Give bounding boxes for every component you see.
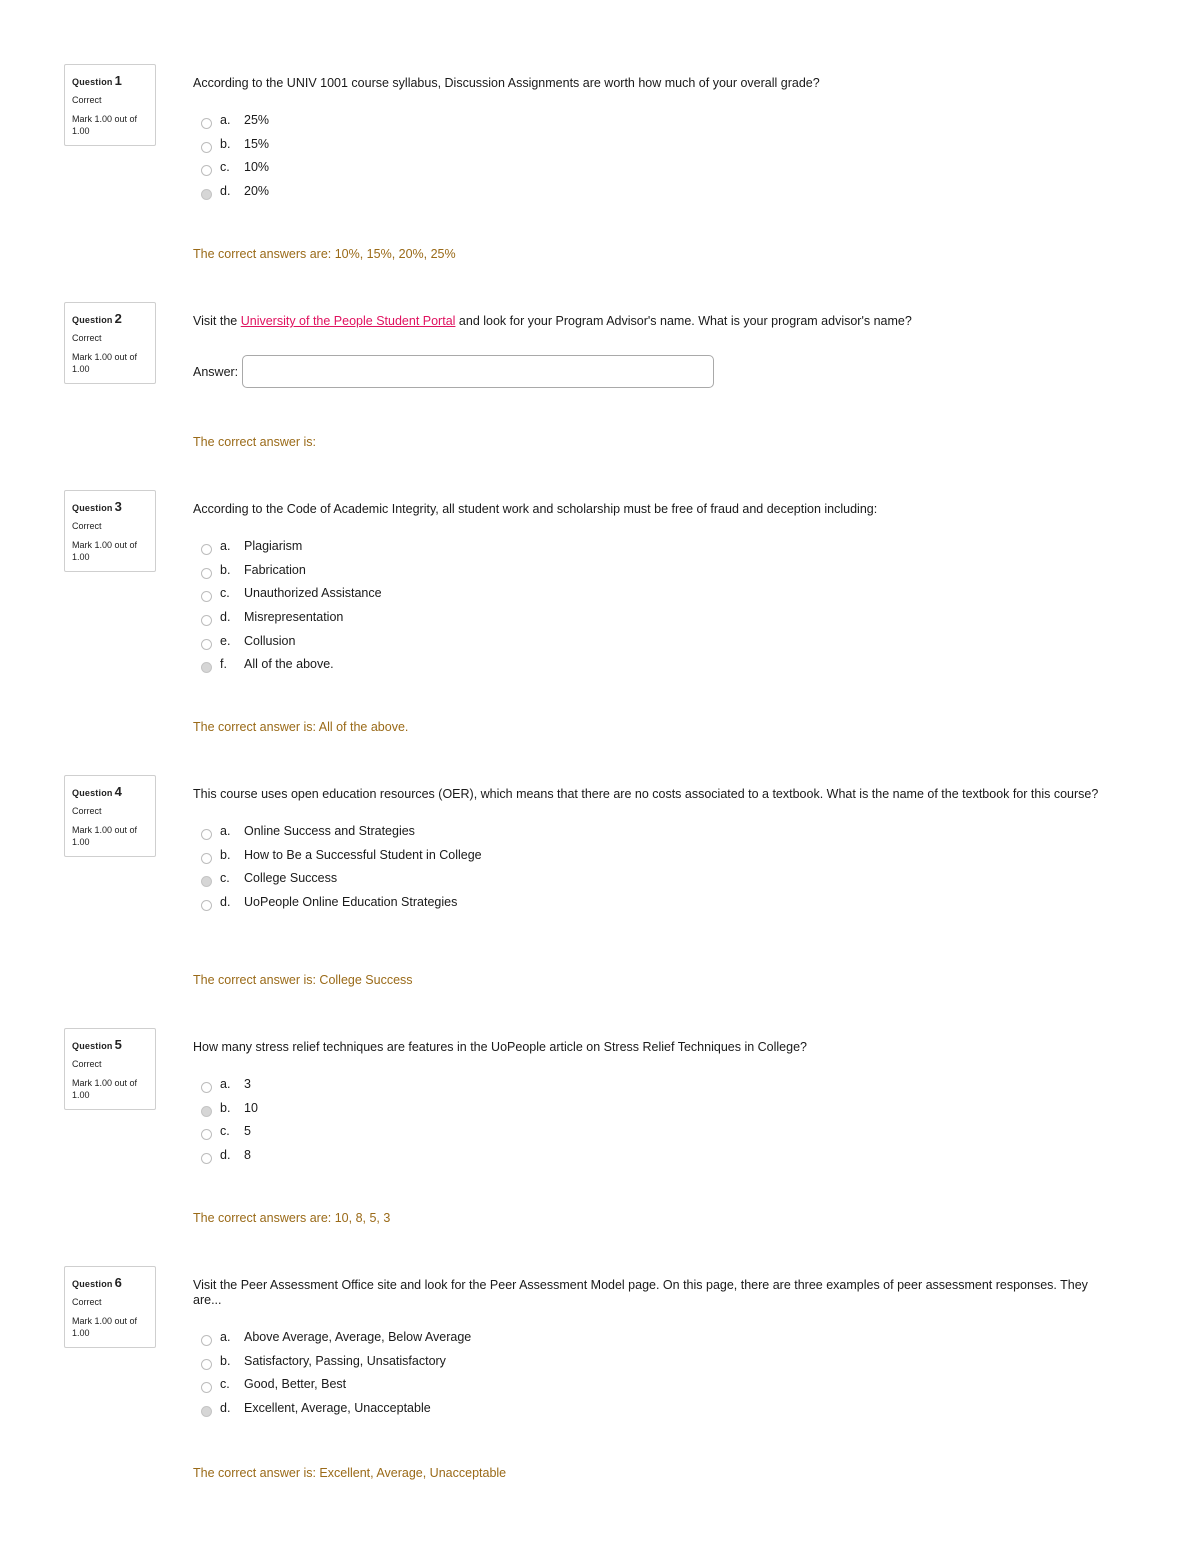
answer-option[interactable]: e. Collusion (193, 634, 1111, 658)
question-state: Correct (72, 1059, 102, 1069)
answer-option[interactable]: d. Excellent, Average, Unacceptable (193, 1401, 1111, 1425)
question-text: Visit the Peer Assessment Office site and look for the Peer Assessment Model page. On this page, there are three examples of peer assessment responses. They are... (193, 1278, 1088, 1307)
answer-option[interactable]: b. How to Be a Successful Student in College (193, 848, 1111, 872)
question-text: According to the Code of Academic Integrity, all student work and scholarship must be free of fraud and deception including: (193, 502, 878, 516)
question-grade: Mark 1.00 out of 1.00 (72, 114, 138, 136)
answer-option[interactable]: b. 15% (193, 137, 1111, 161)
radio-button[interactable] (201, 1129, 212, 1140)
question-grade: Mark 1.00 out of 1.00 (72, 352, 138, 374)
question-grade: Mark 1.00 out of 1.00 (72, 825, 138, 847)
answer-option[interactable]: d. UoPeople Online Education Strategies (193, 895, 1111, 919)
radio-button[interactable] (201, 591, 212, 602)
answer-option[interactable]: b. Fabrication (193, 563, 1111, 587)
answer-option[interactable]: d. 8 (193, 1148, 1111, 1172)
answer-option[interactable]: a. Above Average, Average, Below Average (193, 1330, 1111, 1354)
answer-option[interactable]: c. College Success (193, 871, 1111, 895)
answer-input[interactable] (242, 355, 714, 388)
answer-option[interactable]: d. 20% (193, 184, 1111, 208)
answer-options (193, 1330, 1111, 1425)
radio-button-selected[interactable] (201, 1406, 212, 1417)
question-grade: Mark 1.00 out of 1.00 (72, 540, 138, 562)
radio-button[interactable] (201, 1153, 212, 1164)
answer-option[interactable]: c. 10% (193, 160, 1111, 184)
question-state: Correct (72, 806, 102, 816)
radio-button[interactable] (201, 1359, 212, 1370)
radio-button[interactable] (201, 118, 212, 129)
question-text: How many stress relief techniques are features in the UoPeople article on Stress Relief Techniques in College? (193, 1040, 807, 1054)
answer-option[interactable]: b. 10 (193, 1101, 1111, 1125)
question-state: Correct (72, 1297, 102, 1307)
question-number: Question 3 (72, 499, 123, 514)
question-info (64, 64, 156, 146)
answer-option[interactable]: f. All of the above. (193, 657, 1111, 681)
correct-answer-feedback: The correct answer is: Excellent, Average, Unacceptable (193, 1466, 507, 1480)
radio-button[interactable] (201, 142, 212, 153)
question-number: Question 5 (72, 1037, 123, 1052)
radio-button-selected[interactable] (201, 1106, 212, 1117)
question-number: Question 6 (72, 1275, 123, 1290)
correct-answer-feedback: The correct answer is: (193, 435, 316, 449)
correct-answer-feedback: The correct answers are: 10, 8, 5, 3 (193, 1211, 391, 1225)
question-state: Correct (72, 333, 102, 343)
radio-button-selected[interactable] (201, 662, 212, 673)
radio-button[interactable] (201, 639, 212, 650)
question-number: Question 1 (72, 73, 123, 88)
answer-options (193, 113, 1111, 208)
answer-row (193, 355, 1111, 388)
radio-button[interactable] (201, 853, 212, 864)
answer-option[interactable]: a. 25% (193, 113, 1111, 137)
question-text: Visit the University of the People Student Portal and look for your Program Advisor's name. What is your program advisor's name? (193, 314, 912, 328)
radio-button-selected[interactable] (201, 189, 212, 200)
question-text: According to the UNIV 1001 course syllabus, Discussion Assignments are worth how much of your overall grade? (193, 76, 820, 90)
question-grade: Mark 1.00 out of 1.00 (72, 1078, 138, 1100)
radio-button[interactable] (201, 568, 212, 579)
radio-button-selected[interactable] (201, 876, 212, 887)
correct-answer-feedback: The correct answer is: College Success (193, 973, 413, 987)
answer-option[interactable]: b. Satisfactory, Passing, Unsatisfactory (193, 1354, 1111, 1378)
answer-option[interactable]: a. Online Success and Strategies (193, 824, 1111, 848)
answer-options (193, 539, 1111, 681)
answer-option[interactable]: a. Plagiarism (193, 539, 1111, 563)
question-info (64, 775, 156, 857)
answer-options (193, 1077, 1111, 1172)
radio-button[interactable] (201, 544, 212, 555)
answer-label: Answer: (193, 364, 239, 379)
answer-option[interactable]: c. Unauthorized Assistance (193, 586, 1111, 610)
radio-button[interactable] (201, 165, 212, 176)
radio-button[interactable] (201, 1382, 212, 1393)
answer-option[interactable]: a. 3 (193, 1077, 1111, 1101)
answer-option[interactable]: c. Good, Better, Best (193, 1377, 1111, 1401)
answer-options (193, 824, 1111, 919)
radio-button[interactable] (201, 1335, 212, 1346)
radio-button[interactable] (201, 615, 212, 626)
answer-option[interactable]: c. 5 (193, 1124, 1111, 1148)
question-text: This course uses open education resources (OER), which means that there are no costs associated to a textbook. What is the name of the textbook for this course? (193, 787, 1099, 801)
question-grade: Mark 1.00 out of 1.00 (72, 1316, 138, 1338)
radio-button[interactable] (201, 900, 212, 911)
question-info (64, 302, 156, 384)
radio-button[interactable] (201, 1082, 212, 1093)
question-info (64, 1028, 156, 1110)
question-number: Question 4 (72, 784, 123, 799)
question-info (64, 490, 156, 572)
question-state: Correct (72, 521, 102, 531)
answer-option[interactable]: d. Misrepresentation (193, 610, 1111, 634)
question-info (64, 1266, 156, 1348)
question-number: Question 2 (72, 311, 123, 326)
radio-button[interactable] (201, 829, 212, 840)
student-portal-link[interactable]: University of the People Student Portal (240, 314, 456, 328)
question-state: Correct (72, 95, 102, 105)
correct-answer-feedback: The correct answers are: 10%, 15%, 20%, 25% (193, 247, 456, 261)
correct-answer-feedback: The correct answer is: All of the above. (193, 720, 409, 734)
